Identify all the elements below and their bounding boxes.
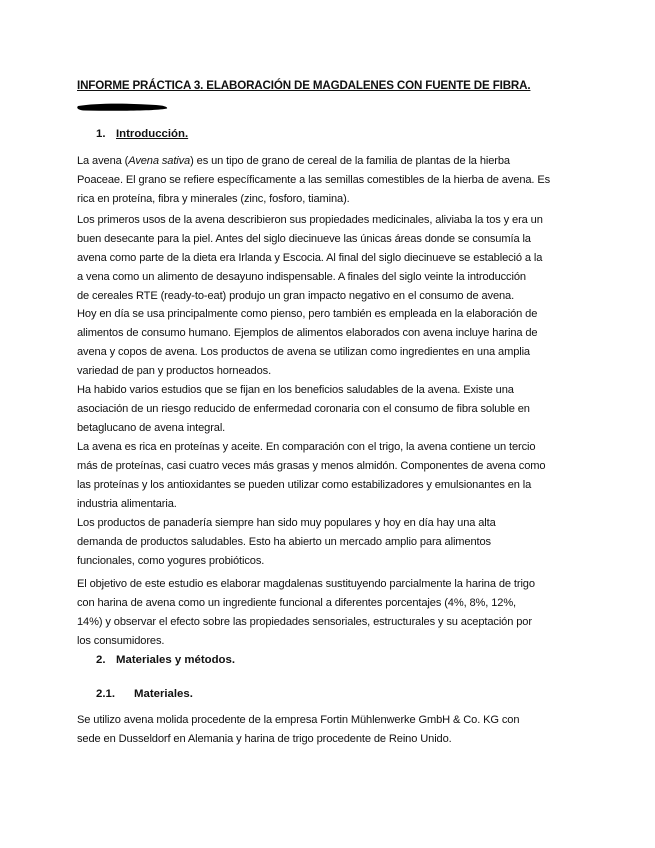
text-line: Los primeros usos de la avena describieron sus propiedades medicinales, aliviaba la tos y era un: [77, 214, 543, 226]
text-line: funcionales, como yogures probióticos.: [77, 554, 265, 567]
section-heading-introduction: [96, 128, 188, 140]
redacted-author-mark: [76, 101, 170, 113]
section-number: 2.: [96, 654, 106, 666]
text-line: variedad de pan y productos horneados.: [77, 364, 272, 377]
text-line: [77, 152, 577, 171]
subsection-heading-materials: [96, 688, 193, 700]
text-line: alimentos de consumo humano. Ejemplos de alimentos elaborados con avena incluye harina de: [77, 326, 538, 339]
text-line: con harina de avena como un ingrediente funcional a diferentes porcentajes (4%, 8%, 12%,: [77, 596, 517, 609]
section-title: Introducción.: [116, 128, 189, 140]
text-line: industria alimentaria.: [77, 497, 177, 510]
text-line: avena como parte de la dieta era Irlanda y Escocia. Al final del siglo diecinueve se estableció a la: [77, 251, 543, 264]
text-line: avena y copos de avena. Los productos de avena se utilizan como ingredientes en una amplia: [77, 345, 530, 358]
paragraph-intro-7: [77, 575, 577, 651]
paragraph-intro-6: [77, 514, 577, 571]
paragraph-intro-2: [77, 211, 577, 306]
text-line: Se utilizo avena molida procedente de la empresa Fortin Mühlenwerke GmbH & Co. KG con: [77, 714, 520, 726]
text-line: más de proteínas, casi cuatro veces más grasas y menos almidón. Componentes de avena como: [77, 459, 546, 472]
paragraph-intro-3: [77, 305, 577, 381]
text-line: Poaceae. El grano se refiere específicamente a las semillas comestibles de la hierba de avena. Es: [77, 173, 551, 186]
text-segment: ) es un tipo de grano de cereal de la familia de plantas de la hierba: [190, 155, 510, 167]
text-line: El objetivo de este estudio es elaborar magdalenas sustituyendo parcialmente la harina de trigo: [77, 578, 535, 590]
paragraph-intro-5: [77, 438, 577, 514]
text-line: Ha habido varios estudios que se fijan en los beneficios saludables de la avena. Existe una: [77, 384, 514, 396]
text-line: La avena es rica en proteínas y aceite. En comparación con el trigo, la avena contiene un tercio: [77, 441, 536, 453]
text-line: rica en proteína, fibra y minerales (zinc, fosforo, tiamina).: [77, 192, 350, 205]
text-line: betaglucano de avena integral.: [77, 421, 226, 434]
text-line: demanda de productos saludables. Esto ha abierto un mercado amplio para alimentos: [77, 535, 491, 548]
section-number: 2.1.: [96, 688, 115, 700]
section-title: Materiales y métodos.: [116, 654, 236, 666]
document-title: INFORME PRÁCTICA 3. ELABORACIÓN DE MAGDALENES CON FUENTE DE FIBRA.: [77, 79, 531, 92]
scientific-name: Avena sativa: [128, 155, 191, 167]
text-line: buen desecante para la piel. Antes del siglo diecinueve las únicas áreas donde se consumía la: [77, 232, 531, 245]
paragraph-intro-4: [77, 381, 577, 438]
text-line: Los productos de panadería siempre han sido muy populares y hoy en día hay una alta: [77, 517, 496, 529]
paragraph-intro-1: [77, 152, 577, 209]
text-line: sede en Dusseldorf en Alemania y harina de trigo procedente de Reino Unido.: [77, 732, 452, 745]
section-heading-methods: [96, 654, 235, 666]
text-line: las proteínas y los antioxidantes se pueden utilizar como estabilizadores y emulsionantes en la: [77, 478, 532, 491]
text-line: de cereales RTE (ready-to-eat) produjo un gran impacto negativo en el consumo de avena.: [77, 289, 515, 302]
section-number: 1.: [96, 128, 106, 140]
text-line: 14%) y observar el efecto sobre las propiedades sensoriales, estructurales y su aceptación por: [77, 615, 532, 628]
text-line: asociación de un riesgo reducido de enfermedad coronaria con el consumo de fibra soluble en: [77, 402, 530, 415]
text-line: a vena como un alimento de desayuno indispensable. A finales del siglo veinte la introducción: [77, 270, 526, 283]
text-line: Hoy en día se usa principalmente como pienso, pero también es empleada en la elaboración de: [77, 308, 538, 320]
text-segment: La avena (: [77, 155, 129, 167]
section-title: Materiales.: [134, 688, 193, 700]
text-line: los consumidores.: [77, 634, 165, 647]
paragraph-materials: [77, 711, 577, 749]
